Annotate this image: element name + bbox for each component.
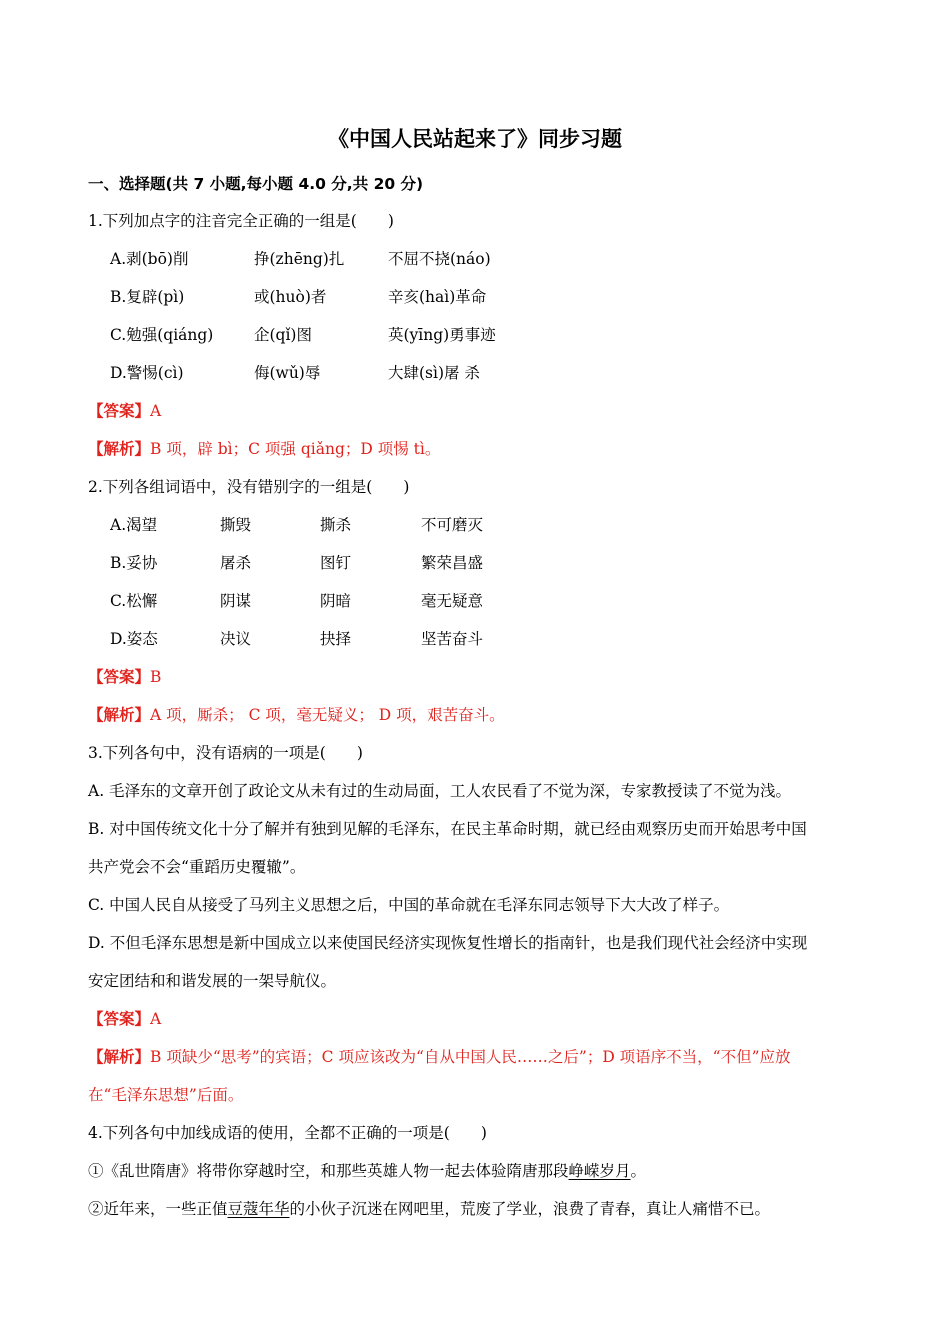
analysis-text: B 项，辟 bì；C 项强 qiǎng；D 项惕 tì。 [150, 440, 441, 458]
q4-sentence-1 [88, 1160, 878, 1182]
q2-option-c-3: 阴暗 [320, 592, 352, 610]
question-3-stem: 3.下列各句中，没有语病的一项是( ) [88, 744, 363, 762]
underlined-idiom: 豆蔻年华 [227, 1200, 290, 1218]
q1-analysis [88, 438, 878, 460]
q4-sentence-2 [88, 1198, 878, 1220]
q2-option-a-2: 撕毁 [220, 516, 252, 534]
analysis-tag: 【解析】 [88, 1048, 151, 1066]
q1-option-d-3: 大肆(sì)屠 杀 [388, 364, 480, 382]
q1-option-a-2: 挣(zhēng)扎 [254, 250, 345, 268]
q1-option-b-1: B.复辟(pì) [110, 288, 185, 306]
q2-answer [88, 666, 878, 688]
q1-option-c-2: 企(qǐ)图 [254, 326, 312, 344]
q1-answer [88, 400, 878, 422]
q3-option-d-cont: 安定团结和和谐发展的一架导航仪。 [88, 972, 337, 990]
q3-answer [88, 1008, 878, 1030]
q1-option-b-2: 或(huò)者 [254, 288, 327, 306]
page-title: 《中国人民站起来了》同步习题 [328, 127, 622, 151]
q1-option-b-3: 辛亥(haì)革命 [388, 288, 487, 306]
q1-option-d-2: 侮(wǔ)辱 [254, 364, 321, 382]
underlined-idiom: 峥嵘岁月 [568, 1162, 631, 1180]
q3-option-c: C. 中国人民自从接受了马列主义思想之后，中国的革命就在毛泽东同志领导下大大改了样子。 [88, 896, 730, 914]
q2-option-d-4: 坚苦奋斗 [421, 630, 484, 648]
q2-option-c-4: 毫无疑意 [421, 592, 484, 610]
question-1-stem: 1.下列加点字的注音完全正确的一组是( ) [88, 212, 394, 230]
analysis-text: B 项缺少“思考”的宾语；C 项应该改为“自从中国人民……之后”；D 项语序不当，“不但”应放 [150, 1048, 791, 1066]
q2-option-b-1: B.妥协 [110, 554, 158, 572]
answer-value: B [150, 668, 162, 686]
q2-option-b-3: 图钉 [320, 554, 352, 572]
q1-option-a-1: A.剥(bō)削 [110, 250, 189, 268]
q1-option-c-1: C.勉强(qiáng) [110, 326, 214, 344]
q3-option-b: B. 对中国传统文化十分了解并有独到见解的毛泽东，在民主革命时期，就已经由观察历史而开始思考中国 [88, 820, 807, 838]
answer-value: A [150, 1010, 162, 1028]
analysis-tag: 【解析】 [88, 440, 151, 458]
q1-option-a-3: 不屈不挠(náo) [388, 250, 491, 268]
q2-option-d-1: D.姿态 [110, 630, 158, 648]
q2-option-a-4: 不可磨灭 [421, 516, 484, 534]
question-4-stem: 4.下列各句中加线成语的使用，全都不正确的一项是( ) [88, 1124, 487, 1142]
q3-option-d: D. 不但毛泽东思想是新中国成立以来使国民经济实现恢复性增长的指南针，也是我们现代社会经济中实现 [88, 934, 808, 952]
answer-tag: 【答案】 [88, 1010, 151, 1028]
q2-option-d-3: 抉择 [320, 630, 352, 648]
answer-tag: 【答案】 [88, 402, 151, 420]
q2-option-c-2: 阴谋 [220, 592, 252, 610]
sentence-text: 。 [630, 1162, 647, 1180]
sentence-text: ①《乱世隋唐》将带你穿越时空，和那些英雄人物一起去体验隋唐那段 [88, 1162, 569, 1180]
q1-option-d-1: D.警惕(cì) [110, 364, 184, 382]
q2-option-a-1: A.渴望 [110, 516, 158, 534]
sentence-text: ②近年来，一些正值 [88, 1200, 228, 1218]
q3-analysis [88, 1046, 878, 1068]
q3-option-b-cont: 共产党会不会“重蹈历史覆辙”。 [88, 858, 306, 876]
sentence-text: 的小伙子沉迷在网吧里，荒废了学业，浪费了青春，真让人痛惜不已。 [289, 1200, 771, 1218]
answer-value: A [150, 402, 162, 420]
section-heading: 一、选择题(共 7 小题,每小题 4.0 分,共 20 分) [88, 175, 424, 193]
q2-option-c-1: C.松懈 [110, 592, 158, 610]
question-2-stem: 2.下列各组词语中，没有错别字的一组是( ) [88, 478, 410, 496]
q2-option-b-2: 屠杀 [220, 554, 252, 572]
q2-option-a-3: 撕杀 [320, 516, 352, 534]
answer-tag: 【答案】 [88, 668, 151, 686]
q2-option-b-4: 繁荣昌盛 [421, 554, 484, 572]
q3-option-a: A. 毛泽东的文章开创了政论文从未有过的生动局面，工人农民看了不觉为深，专家教授读了不觉为浅。 [88, 782, 792, 800]
analysis-text: A 项，厮杀； C 项，毫无疑义； D 项，艰苦奋斗。 [150, 706, 505, 724]
q2-option-d-2: 决议 [220, 630, 252, 648]
q1-option-c-3: 英(yīng)勇事迹 [388, 326, 496, 344]
q2-analysis [88, 704, 878, 726]
analysis-tag: 【解析】 [88, 706, 151, 724]
q3-analysis-cont: 在“毛泽东思想”后面。 [88, 1086, 244, 1104]
